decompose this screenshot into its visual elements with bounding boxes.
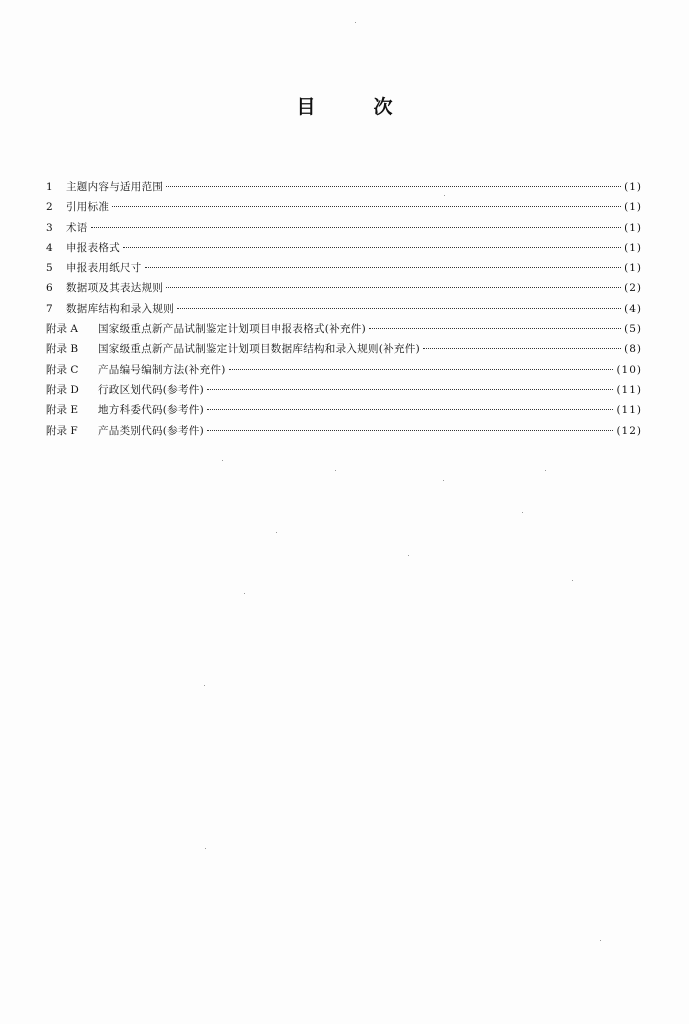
dot-leader [207,429,613,431]
title-char-2: 次 [373,96,393,118]
toc-entry [46,380,642,400]
toc-entry-title: 数据项及其表达规则 [66,282,164,295]
toc-entry-number: 附录 B [46,343,79,356]
toc-entry [46,177,642,197]
toc-entry-number: 5 [46,262,53,275]
dot-leader [207,388,613,390]
toc-entry-number: 附录 C [46,363,79,376]
toc-entry-page: (10) [616,363,642,376]
dot-leader [166,286,621,288]
toc-entry-title: 国家级重点新产品试制鉴定计划项目数据库结构和录入规则(补充件) [98,343,420,356]
toc-entry-page: (2) [624,282,642,295]
toc-entry-number: 4 [46,241,53,254]
toc-entry [46,299,642,319]
dot-leader [145,266,622,268]
toc-entry [46,421,642,441]
dot-leader [207,408,613,410]
toc-entry-title: 引用标准 [66,201,110,214]
toc-entry-title: 术语 [66,221,88,234]
dot-leader [123,246,621,248]
toc-entry [46,360,642,380]
toc-entry [46,278,642,298]
dot-leader [369,327,621,329]
toc-entry [46,197,642,217]
toc-entry-title: 主题内容与适用范围 [66,181,164,193]
toc-entry-title: 数据库结构和录入规则 [66,302,174,315]
toc-entry-title: 申报表格式 [66,241,120,254]
dot-leader [112,205,621,207]
toc-entry-title: 申报表用纸尺寸 [66,262,142,275]
toc-entry-title: 产品编号编制方法(补充件) [98,363,226,376]
toc-entry-number: 附录 A [46,323,78,336]
toc-entry [46,238,642,258]
dot-leader [91,226,622,228]
table-of-contents [46,177,642,441]
toc-entry-number: 2 [46,201,53,214]
toc-entry [46,400,642,420]
toc-entry [46,258,642,278]
toc-entry-number: 6 [46,282,53,295]
toc-entry-page: (12) [616,424,642,437]
toc-entry-page: (4) [624,302,642,315]
toc-entry-page: (1) [624,241,642,254]
toc-entry-page: (11) [616,404,642,417]
toc-entry-page: (11) [616,383,642,396]
toc-entry [46,218,642,238]
dot-leader [166,185,621,187]
toc-entry-title: 地方科委代码(参考件) [98,404,204,417]
toc-entry-title: 国家级重点新产品试制鉴定计划项目申报表格式(补充件) [98,323,366,336]
toc-entry-page: (8) [624,343,642,356]
toc-entry-page: (1) [624,262,642,275]
dot-leader [423,347,621,349]
toc-entry [46,339,642,359]
toc-entry-number: 1 [46,181,53,193]
toc-entry-page: (1) [624,201,642,214]
toc-entry-title: 产品类别代码(参考件) [98,424,204,437]
toc-entry-page: (1) [624,221,642,234]
page-title [0,92,689,119]
toc-entry-number: 3 [46,221,53,234]
dot-leader [229,368,614,370]
toc-entry-number: 7 [46,302,53,315]
toc-entry-number: 附录 E [46,404,79,417]
toc-entry [46,319,642,339]
toc-entry-title: 行政区划代码(参考件) [98,383,204,396]
dot-leader [177,307,621,309]
title-char-1: 目 [296,96,316,118]
toc-entry-page: (1) [624,181,642,193]
toc-entry-number: 附录 F [46,424,78,437]
toc-entry-number: 附录 D [46,383,79,396]
toc-entry-page: (5) [624,323,642,336]
